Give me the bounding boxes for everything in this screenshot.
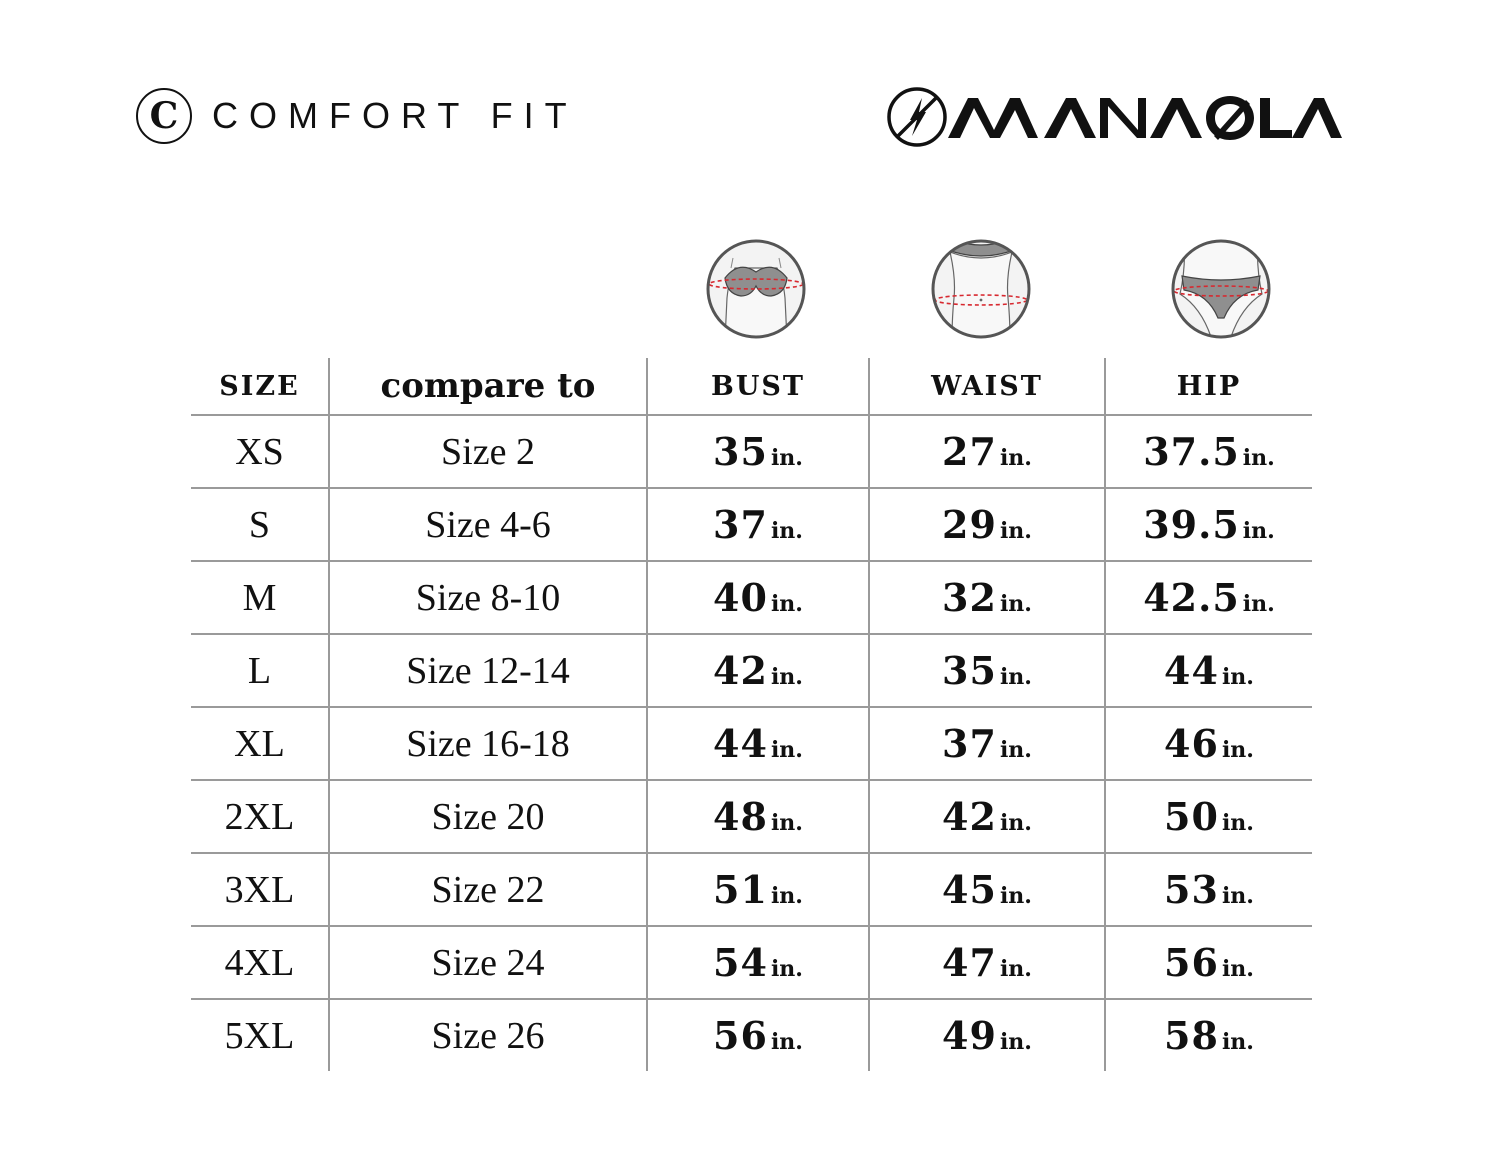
table-row xyxy=(191,780,1312,853)
waist-cell xyxy=(869,999,1105,1071)
waist-cell xyxy=(869,488,1105,561)
unit-label: in. xyxy=(999,664,1032,690)
waist-cell xyxy=(869,561,1105,634)
hip-cell xyxy=(1105,780,1312,853)
header-size: SIZE xyxy=(191,358,329,415)
size-cell: 3XL xyxy=(191,853,329,926)
unit-label: in. xyxy=(770,956,803,982)
bust-value: 48 xyxy=(713,794,768,839)
hip-cell xyxy=(1105,634,1312,707)
size-cell: XL xyxy=(191,707,329,780)
bust-measure-icon xyxy=(705,238,807,340)
header-compare-to: compare to xyxy=(329,358,647,415)
hip-cell xyxy=(1105,853,1312,926)
waist-cell xyxy=(869,780,1105,853)
hip-value: 46 xyxy=(1164,721,1219,766)
header-bust: BUST xyxy=(647,358,869,415)
unit-label: in. xyxy=(999,810,1032,836)
lightning-circle-icon xyxy=(886,86,948,148)
size-cell: L xyxy=(191,634,329,707)
compare-cell: Size 20 xyxy=(329,780,647,853)
bust-cell xyxy=(647,780,869,853)
waist-value: 49 xyxy=(942,1013,997,1058)
unit-label: in. xyxy=(770,810,803,836)
table-row xyxy=(191,707,1312,780)
unit-label: in. xyxy=(1221,810,1254,836)
table-row xyxy=(191,853,1312,926)
unit-label: in. xyxy=(770,664,803,690)
unit-label: in. xyxy=(1221,1029,1254,1055)
manaola-wordmark xyxy=(948,92,1342,142)
hip-value: 56 xyxy=(1164,940,1219,985)
hip-value: 58 xyxy=(1164,1013,1219,1058)
hip-value: 37.5 xyxy=(1143,429,1240,474)
table-row xyxy=(191,999,1312,1071)
hip-cell xyxy=(1105,707,1312,780)
unit-label: in. xyxy=(999,737,1032,763)
unit-label: in. xyxy=(770,445,803,471)
waist-value: 32 xyxy=(942,575,997,620)
size-chart-table xyxy=(191,358,1312,1071)
table-header-row xyxy=(191,358,1312,415)
manaola-logo xyxy=(886,86,1342,148)
size-cell: S xyxy=(191,488,329,561)
compare-cell: Size 8-10 xyxy=(329,561,647,634)
unit-label: in. xyxy=(770,883,803,909)
compare-cell: Size 22 xyxy=(329,853,647,926)
waist-cell xyxy=(869,415,1105,488)
compare-cell: Size 4-6 xyxy=(329,488,647,561)
size-cell: 2XL xyxy=(191,780,329,853)
bust-value: 56 xyxy=(713,1013,768,1058)
hip-value: 39.5 xyxy=(1143,502,1240,547)
table-row xyxy=(191,415,1312,488)
table-row xyxy=(191,926,1312,999)
hip-value: 50 xyxy=(1164,794,1219,839)
waist-value: 29 xyxy=(942,502,997,547)
hip-cell xyxy=(1105,415,1312,488)
waist-value: 37 xyxy=(942,721,997,766)
unit-label: in. xyxy=(1221,737,1254,763)
header-hip: HIP xyxy=(1176,370,1242,402)
compare-cell: Size 16-18 xyxy=(329,707,647,780)
unit-label: in. xyxy=(1221,883,1254,909)
waist-cell xyxy=(869,707,1105,780)
waist-value: 45 xyxy=(942,867,997,912)
bust-cell xyxy=(647,853,869,926)
unit-label: in. xyxy=(770,518,803,544)
unit-label: in. xyxy=(999,445,1032,471)
unit-label: in. xyxy=(770,737,803,763)
size-cell: XS xyxy=(191,415,329,488)
bust-value: 37 xyxy=(713,502,768,547)
comfort-c-badge: C xyxy=(136,88,192,144)
waist-cell xyxy=(869,634,1105,707)
comfort-fit-logo xyxy=(136,88,578,144)
bust-value: 40 xyxy=(713,575,768,620)
unit-label: in. xyxy=(770,1029,803,1055)
compare-cell: Size 26 xyxy=(329,999,647,1071)
hip-cell xyxy=(1105,926,1312,999)
hip-cell xyxy=(1105,488,1312,561)
bust-value: 42 xyxy=(713,648,768,693)
waist-value: 42 xyxy=(942,794,997,839)
waist-cell xyxy=(869,853,1105,926)
hip-cell xyxy=(1105,999,1312,1071)
unit-label: in. xyxy=(999,518,1032,544)
bust-cell xyxy=(647,707,869,780)
hip-value: 44 xyxy=(1164,648,1219,693)
waist-cell xyxy=(869,926,1105,999)
table-row xyxy=(191,488,1312,561)
waist-measure-icon xyxy=(930,238,1032,340)
comfort-fit-label: COMFORT FIT xyxy=(212,95,578,136)
unit-label: in. xyxy=(999,883,1032,909)
bust-cell xyxy=(647,561,869,634)
bust-cell xyxy=(647,488,869,561)
unit-label: in. xyxy=(770,591,803,617)
unit-label: in. xyxy=(999,591,1032,617)
bust-value: 54 xyxy=(713,940,768,985)
bust-value: 51 xyxy=(713,867,768,912)
bust-cell xyxy=(647,999,869,1071)
unit-label: in. xyxy=(1221,956,1254,982)
hip-cell xyxy=(1105,561,1312,634)
table-row xyxy=(191,561,1312,634)
waist-value: 35 xyxy=(942,648,997,693)
size-cell: 5XL xyxy=(191,999,329,1071)
size-cell: M xyxy=(191,561,329,634)
hip-value: 53 xyxy=(1164,867,1219,912)
unit-label: in. xyxy=(1242,591,1275,617)
compare-cell: Size 2 xyxy=(329,415,647,488)
waist-value: 27 xyxy=(942,429,997,474)
unit-label: in. xyxy=(1242,518,1275,544)
table-row xyxy=(191,634,1312,707)
bust-value: 35 xyxy=(713,429,768,474)
bust-cell xyxy=(647,926,869,999)
unit-label: in. xyxy=(1221,664,1254,690)
compare-cell: Size 24 xyxy=(329,926,647,999)
unit-label: in. xyxy=(999,1029,1032,1055)
size-cell: 4XL xyxy=(191,926,329,999)
hip-measure-icon xyxy=(1170,238,1272,340)
bust-cell xyxy=(647,415,869,488)
hip-value: 42.5 xyxy=(1143,575,1240,620)
unit-label: in. xyxy=(1242,445,1275,471)
bust-cell xyxy=(647,634,869,707)
bust-value: 44 xyxy=(713,721,768,766)
compare-cell: Size 12-14 xyxy=(329,634,647,707)
header-waist: WAIST xyxy=(869,358,1105,415)
waist-value: 47 xyxy=(942,940,997,985)
unit-label: in. xyxy=(999,956,1032,982)
